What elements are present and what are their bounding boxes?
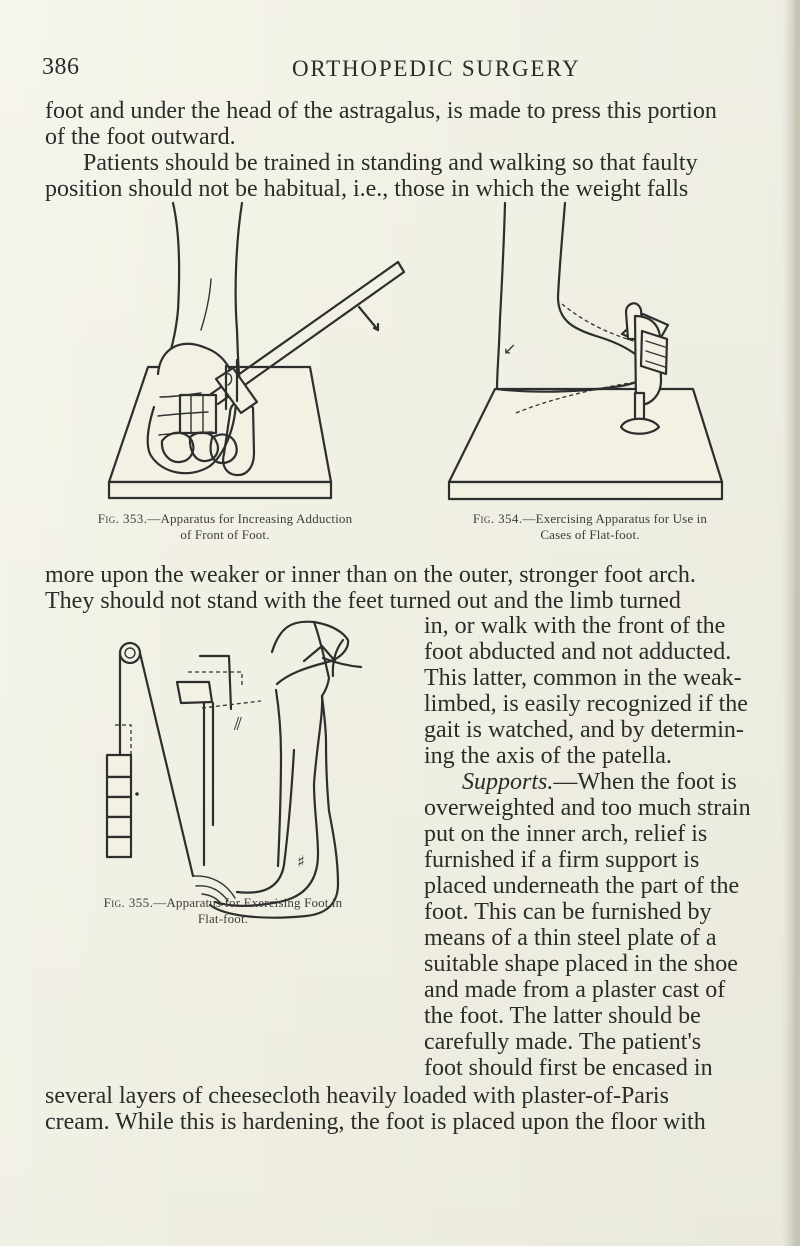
frame-and-pulley-355 xyxy=(107,643,193,876)
figure-354-caption-line-2: Cases of Flat-foot. xyxy=(540,527,640,542)
body-full-line-2: They should not stand with the feet turned out and the limb turned xyxy=(45,588,681,614)
board-354 xyxy=(449,389,722,499)
figure-353-number: Fig. 353. xyxy=(97,511,148,526)
body-right-line-3: This latter, common in the weak- xyxy=(424,665,742,691)
page-edge xyxy=(795,0,800,1246)
supports-text: —When the foot is xyxy=(553,769,737,795)
page-number: 386 xyxy=(42,54,80,80)
body-right-line-2: foot abducted and not adducted. xyxy=(424,639,732,665)
body-right-line-10: furnished if a firm support is xyxy=(424,847,700,873)
leg-foot-355 xyxy=(194,622,361,918)
body-right-line-17: carefully made. The patient's xyxy=(424,1029,702,1055)
figure-355-caption-text: —Apparatus for Exercising Foot in xyxy=(153,895,343,910)
body-full-line-4: cream. While this is hardening, the foot is placed upon the floor with xyxy=(45,1109,706,1135)
arrow-mark-354: ↙ xyxy=(503,339,517,358)
figure-353-caption xyxy=(34,511,416,543)
intro-line-4: position should not be habitual, i.e., those in which the weight falls xyxy=(45,176,689,202)
supports-heading: Supports. xyxy=(462,769,554,795)
body-right-line-1: in, or walk with the front of the xyxy=(424,613,726,639)
body-right-line-5: gait is watched, and by determin- xyxy=(424,717,744,743)
intro-line-3: Patients should be trained in standing and walking so that faulty xyxy=(83,150,698,176)
figure-355-exercising-foot xyxy=(96,618,418,936)
figure-354-exercising-apparatus xyxy=(445,203,745,511)
running-head: ORTHOPEDIC SURGERY xyxy=(292,56,581,81)
figure-355-caption-line-2: Flat-foot. xyxy=(197,911,249,926)
body-right-line-9: put on the inner arch, relief is xyxy=(424,821,708,847)
foot-lift-apparatus-355 xyxy=(177,656,261,865)
body-right-line-11: placed underneath the part of the xyxy=(424,873,740,899)
body-right-line-8: overweighted and too much strain xyxy=(424,795,751,821)
figure-354-caption xyxy=(428,511,752,543)
figure-353-caption-text: —Apparatus for Increasing Adduction xyxy=(147,511,353,526)
body-right-line-6: ing the axis of the patella. xyxy=(424,743,672,769)
body-right-line-15: and made from a plaster cast of xyxy=(424,977,726,1003)
figure-354-caption-text: —Exercising Apparatus for Use in xyxy=(522,511,708,526)
body-right-line-12: foot. This can be furnished by xyxy=(424,899,712,925)
body-right-line-14: suitable shape placed in the shoe xyxy=(424,951,738,977)
figure-355-number: Fig. 355. xyxy=(103,895,154,910)
body-right-line-18: foot should first be encased in xyxy=(424,1055,713,1081)
tension-mark-355: ⫽ xyxy=(234,714,243,735)
body-right-line-4: limbed, is easily recognized if the xyxy=(424,691,748,717)
force-mark-355: ♯ xyxy=(297,852,305,871)
figure-354-number: Fig. 354. xyxy=(472,511,523,526)
figure-353-caption-line-2: of Front of Foot. xyxy=(180,527,270,542)
intro-line-1: foot and under the head of the astragalus, is made to press this portion xyxy=(45,98,717,124)
body-right-line-13: means of a thin steel plate of a xyxy=(424,925,717,951)
figure-353-apparatus-adduction xyxy=(100,203,430,511)
body-right-line-16: the foot. The latter should be xyxy=(424,1003,701,1029)
body-full-line-3: several layers of cheesecloth heavily loaded with plaster-of-Paris xyxy=(45,1083,669,1109)
body-full-line-1: more upon the weaker or inner than on the outer, stronger foot arch. xyxy=(45,562,696,588)
intro-line-2: of the foot outward. xyxy=(45,124,236,150)
figure-355-caption xyxy=(30,895,416,927)
